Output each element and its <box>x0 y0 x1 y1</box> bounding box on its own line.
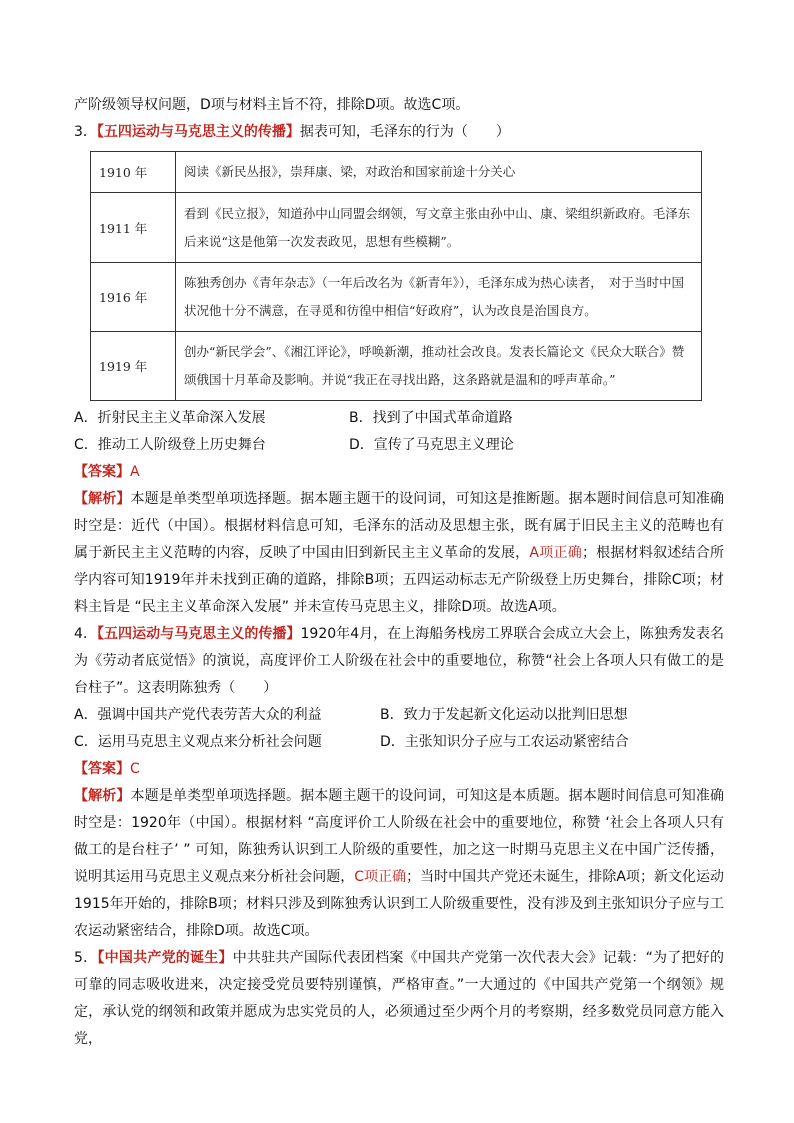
option-a: A．折射民主主义革命深入发展 <box>74 410 266 426</box>
question-3-answer <box>74 459 724 486</box>
fragment-text: 产阶级领导权问题，D项与材料主旨不符，排除D项。故选C项。 <box>74 97 470 113</box>
desc-cell: 创办“新民学会”、《湘江评论》，呼唤新潮，推动社会改良。发表长篇论文《民众大联合》赞颂俄国十月革命及影响。并说“我正在寻找出路，这条路就是温和的呼声革命。” <box>176 332 702 401</box>
stem-text: 据表可知，毛泽东的行为（ ） <box>299 124 510 140</box>
answer-label: 【答案】 <box>74 761 130 777</box>
option-b: B．致力于发起新文化运动以批判旧思想 <box>380 707 628 723</box>
answer-value: A <box>130 464 140 480</box>
topic-tag: 【五四运动与马克思主义的传播】 <box>96 626 301 642</box>
question-3-stem <box>74 119 724 146</box>
topic-tag: 【五四运动与马克思主义的传播】 <box>96 124 300 140</box>
question-3-analysis <box>74 486 724 621</box>
option-b: B．找到了中国式革命道路 <box>349 410 513 426</box>
year-cell: 1916 年 <box>91 263 176 332</box>
answer-value: C <box>130 761 140 777</box>
stem-text: 1920年4月，在上海船务栈房工界联合会成立大会上，陈独秀发表名为《劳动者底觉悟》的演说，高度评价工人阶级在社会中的重要地位，称赞“社会上各项人只有做工的是台柱子”。这表明陈独秀（ ） <box>74 626 724 696</box>
year-cell: 1911 年 <box>91 193 176 263</box>
question-5-stem <box>74 945 724 1053</box>
option-a: A．强调中国共产党代表劳苦大众的利益 <box>74 707 322 723</box>
table-row <box>91 193 702 263</box>
stem-text: 中共驻共产国际代表团档案《中国共产党第一次代表大会》记载：“为了把好的可靠的同志吸收进来，决定接受党员要特别谨慎，严格审查。”一大通过的《中国共产党第一个纲领》规定，承认党的纲领和政策并愿成为忠实党员的人，必须通过至少两个月的考察期，经多数党员同意方能入党， <box>74 950 724 1047</box>
analysis-text: 本题是单类型单项选择题。据本题主题干的设问词，可知这是本质题。据本题时间信息可知准确时空是：1920年（中国）。根据材料 “高度评价工人阶级在社会中的重要地位，称赞 ‘社会上各项人只有做工的是台柱子’ ” 可知，陈独秀认识到工人阶级的重要性，加之这一时期马克思主义在中国广泛传播，说明其运用马克思主义观点来分析社会问题， <box>74 788 725 885</box>
question-4-analysis <box>74 783 724 945</box>
topic-tag: 【中国共产党的诞生】 <box>97 950 233 966</box>
table-row <box>91 263 702 332</box>
analysis-correct: A项正确 <box>529 545 582 561</box>
question-4-stem <box>74 621 724 702</box>
analysis-text: ；根据材料叙述结合所学内容可知1919年并未找到正确的道路，排除B项；五四运动标志无产阶级登上历史舞台，排除C项；材料主旨是 “民主主义革命深入发展” 并未宣传马克思主义，排除D项。故选A项。 <box>74 545 725 615</box>
analysis-text: ；当时中国共产党还未诞生，排除A项；新文化运动1915年开始的，排除B项；材料只涉及到陈独秀认识到工人阶级重要性，没有涉及到主张知识分子应与工农运动紧密结合，排除D项。故选C项。 <box>74 869 725 939</box>
previous-analysis-fragment <box>74 92 724 119</box>
answer-label: 【答案】 <box>74 464 130 480</box>
question-number: 4． <box>74 626 97 642</box>
option-c: C．推动工人阶级登上历史舞台 <box>74 437 266 453</box>
option-d: D．主张知识分子应与工农运动紧密结合 <box>380 734 629 750</box>
analysis-label: 【解析】 <box>74 491 131 507</box>
option-d: D．宣传了马克思主义理论 <box>349 437 514 453</box>
question-4-options <box>74 702 724 756</box>
table-row <box>91 152 702 193</box>
option-c: C．运用马克思主义观点来分析社会问题 <box>74 734 322 750</box>
analysis-text: 本题是单类型单项选择题。据本题主题干的设问词，可知这是推断题。据本题时间信息可知准确时空是：近代（中国）。根据材料信息可知，毛泽东的活动及思想主张，既有属于旧民主主义的范畴也有属于新民主主义范畴的内容，反映了中国由旧到新民主主义革命的发展， <box>74 491 725 561</box>
document-page <box>74 92 724 1053</box>
year-cell: 1910 年 <box>91 152 176 193</box>
question-3-options <box>74 405 724 459</box>
question-4-answer <box>74 756 724 783</box>
desc-cell: 阅读《新民丛报》，崇拜康、梁，对政治和国家前途十分关心 <box>176 152 702 193</box>
question-number: 3． <box>74 124 97 140</box>
desc-cell: 陈独秀创办《青年杂志》（一年后改名为《新青年》），毛泽东成为热心读者， 对于当时中国状况他十分不满意，在寻觅和彷徨中相信“好政府”，认为改良是治国良方。 <box>176 263 702 332</box>
desc-cell: 看到《民立报》，知道孙中山同盟会纲领，写文章主张由孙中山、康、梁组织新政府。毛泽东后来说“这是他第一次发表政见，思想有些模糊”。 <box>176 193 702 263</box>
mao-timeline-table <box>90 151 702 401</box>
analysis-correct: C项正确 <box>354 869 407 885</box>
table-row <box>91 332 702 401</box>
question-number: 5． <box>74 950 98 966</box>
analysis-label: 【解析】 <box>74 788 131 804</box>
year-cell: 1919 年 <box>91 332 176 401</box>
